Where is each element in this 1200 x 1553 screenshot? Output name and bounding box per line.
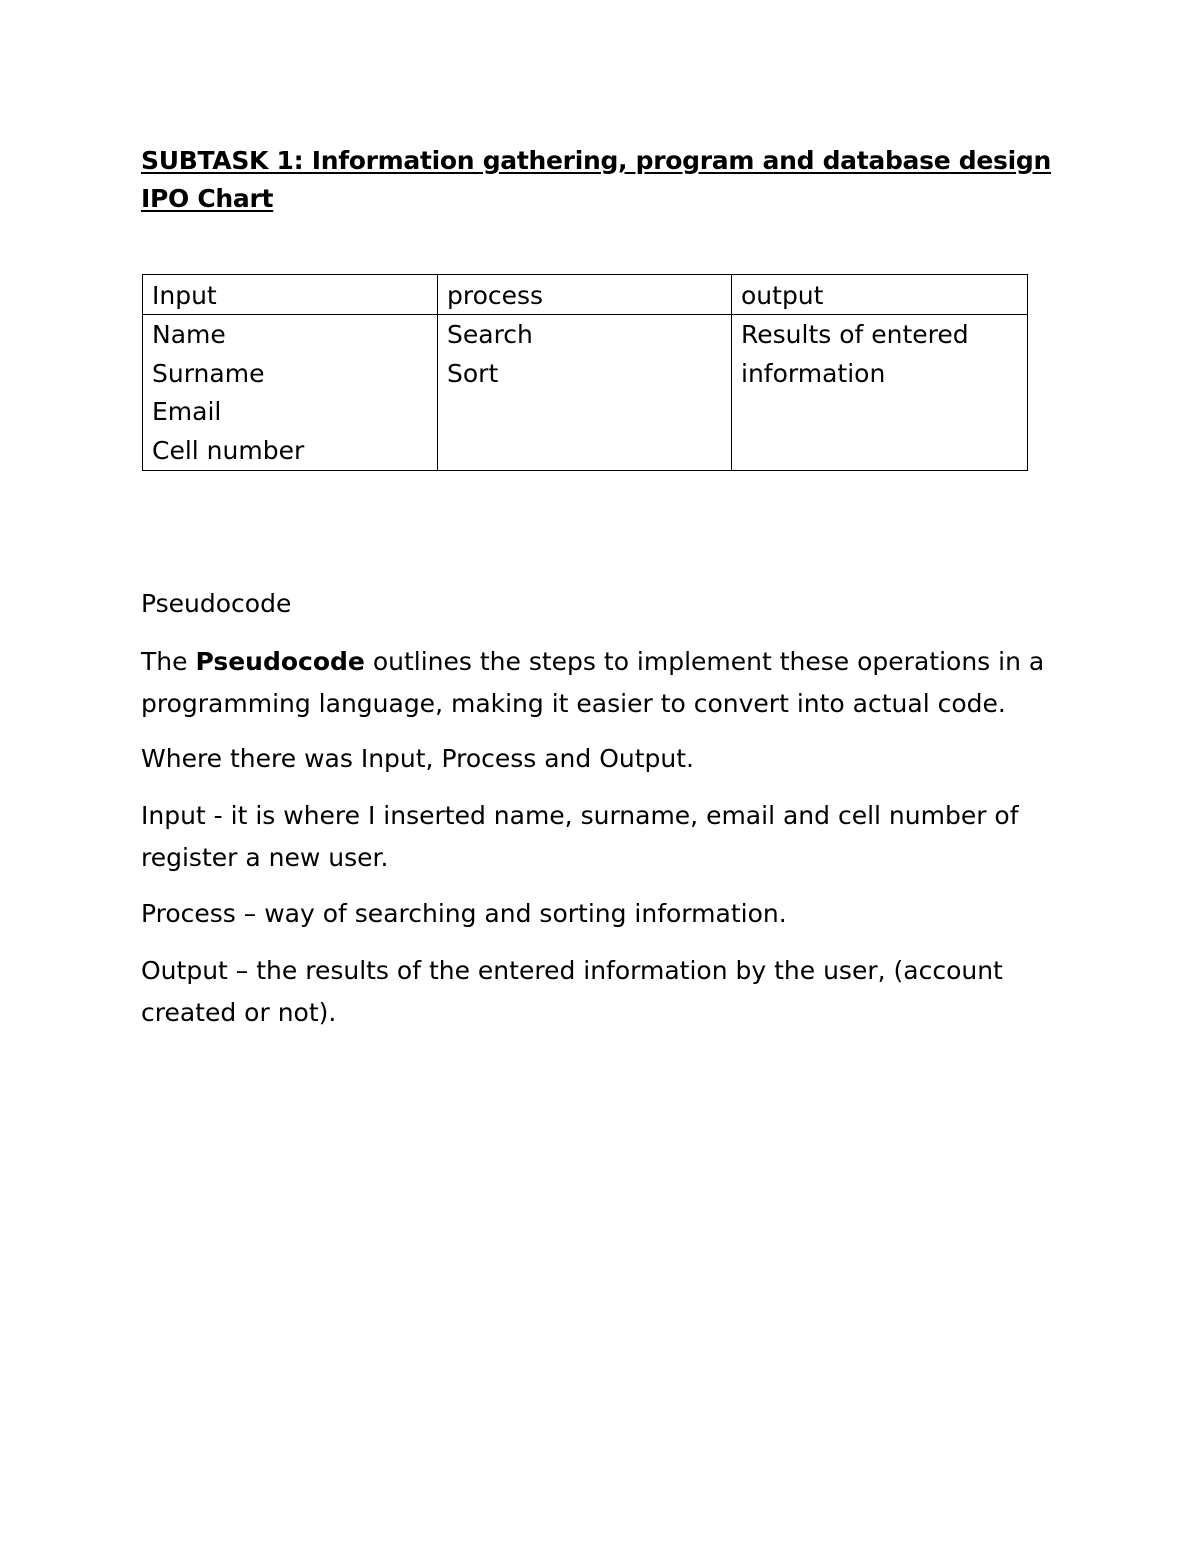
header-output: output bbox=[732, 275, 1028, 315]
output-paragraph: Output – the results of the entered information by the user, (account created or not). bbox=[141, 956, 1003, 1027]
process-item-search: Search bbox=[447, 320, 533, 349]
process-item-sort: Sort bbox=[447, 358, 499, 388]
output-item-line2: information bbox=[741, 358, 886, 388]
input-cell bbox=[143, 315, 438, 471]
input-item-surname: Surname bbox=[152, 358, 265, 388]
header-process: process bbox=[438, 275, 732, 315]
output-item-line1: Results of entered bbox=[741, 320, 969, 349]
ipo-chart-heading: IPO Chart bbox=[141, 184, 274, 213]
intro-bold-term: Pseudocode bbox=[195, 647, 365, 676]
input-item-email: Email bbox=[152, 397, 222, 426]
intro-text-after: outlines the steps to implement these operations in a programming language, making it easier to convert into actual code. bbox=[141, 647, 1045, 718]
ipo-table bbox=[142, 274, 1028, 471]
pseudocode-title: Pseudocode bbox=[141, 589, 292, 618]
subtask-heading: SUBTASK 1: Information gathering, program and database design bbox=[141, 146, 1051, 175]
intro-text-before: The bbox=[141, 647, 196, 676]
pseudocode-intro-paragraph bbox=[141, 641, 1071, 725]
input-paragraph: Input - it is where I inserted name, surname, email and cell number of register a new user. bbox=[141, 801, 1019, 872]
ipo-header-row bbox=[143, 275, 1028, 315]
process-paragraph: Process – way of searching and sorting information. bbox=[141, 899, 787, 928]
input-item-name: Name bbox=[152, 320, 226, 349]
header-input: Input bbox=[143, 275, 438, 315]
process-cell bbox=[438, 315, 732, 471]
input-item-cell-number: Cell number bbox=[152, 435, 305, 465]
where-paragraph: Where there was Input, Process and Output. bbox=[141, 744, 695, 773]
ipo-body-row bbox=[143, 315, 1028, 471]
output-cell bbox=[732, 315, 1028, 471]
